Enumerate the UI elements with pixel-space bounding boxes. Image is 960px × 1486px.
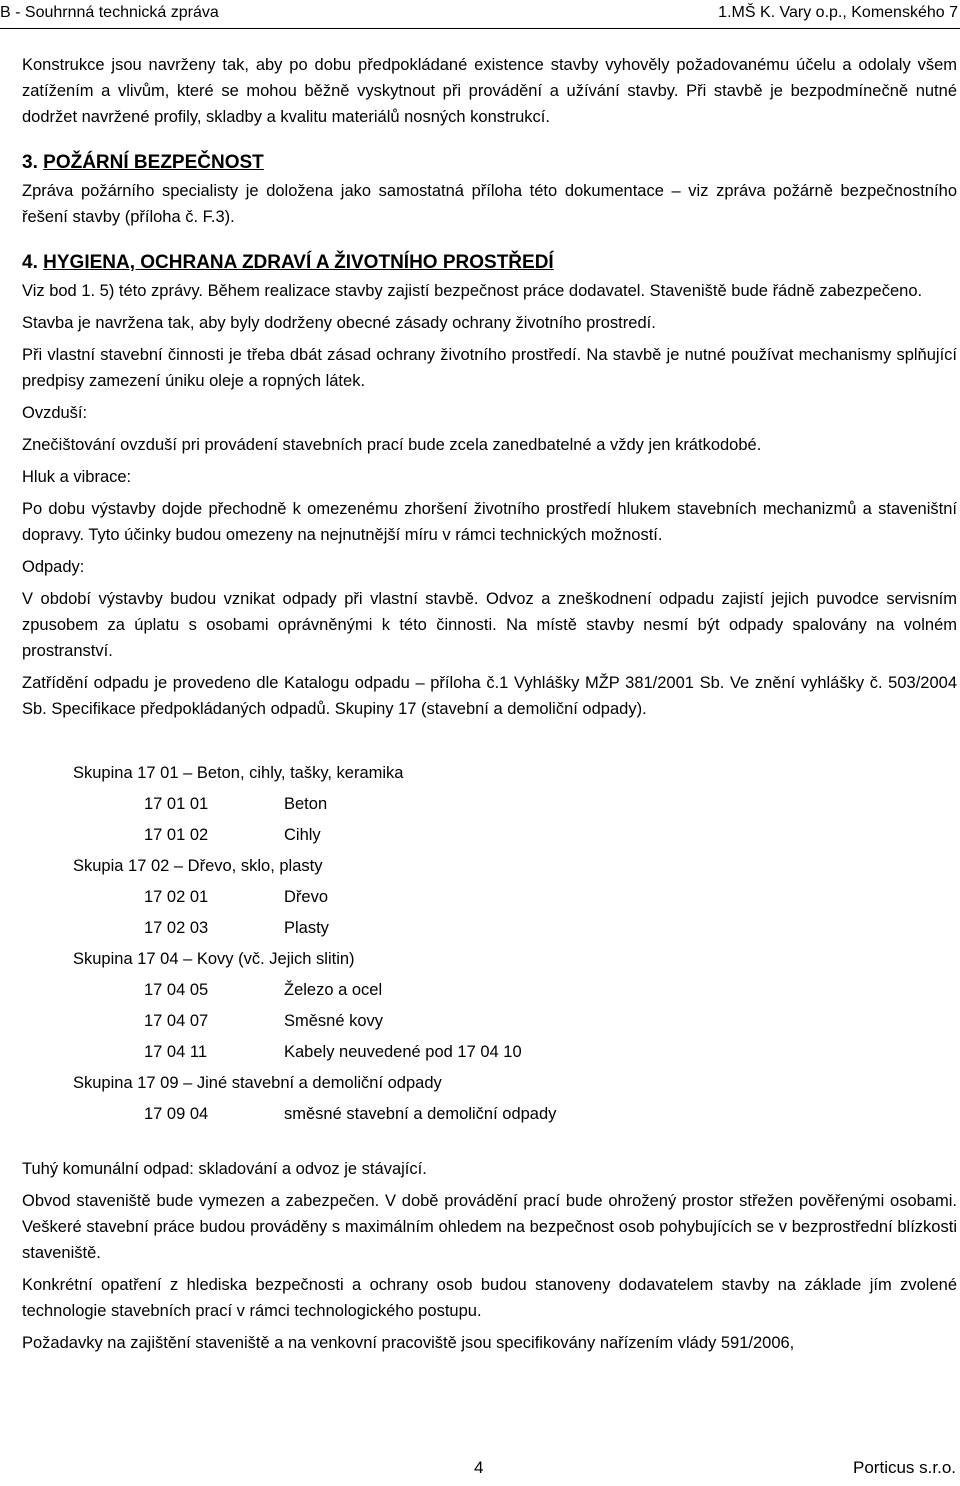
waste-paragraph: V období výstavby budou vznikat odpady při vlastní stavbě. Odvoz a zneškodnení odpadu zajistí jejich puvodce servisním zpusobem za úplatu s osobami oprávněnými k této činnosti. Na místě stavby nesmí být odpady spalovány na volném prostranství. xyxy=(22,590,957,660)
document-body xyxy=(22,52,957,1356)
section-4-paragraph-1: Viz bod 1. 5) této zprávy. Během realizace stavby zajistí bezpečnost práce dodavatel. Staveniště bude řádně zabezpečeno. xyxy=(22,282,923,300)
waste-group-title: Skupia 17 02 – Dřevo, sklo, plasty xyxy=(73,857,323,875)
header-divider xyxy=(0,28,960,29)
municipal-waste-paragraph: Tuhý komunální odpad: skladování a odvoz je stávající. xyxy=(22,1160,427,1178)
requirements-paragraph: Požadavky na zajištění staveniště a na venkovní pracoviště jsou specifikovány nařízením vlády 591/2006, xyxy=(22,1334,795,1352)
waste-code: 17 09 04 xyxy=(144,1105,209,1123)
page-footer xyxy=(0,1458,960,1484)
waste-code: 17 04 05 xyxy=(144,981,209,999)
intro-paragraph: Konstrukce jsou navrženy tak, aby po dobu předpokládané existence stavby vyhověly požadovanému účelu a odolaly všem zatížením a vlivům, které se mohou běžně vyskytnout při provádění a užívání stavby. Při stavbě je bezpodmínečně nutné dodržet navržené profily, skladby a kvalitu materiálů nosných konstrukcí. xyxy=(22,56,957,126)
waste-group-title: Skupina 17 04 – Kovy (vč. Jejich slitin) xyxy=(73,950,355,968)
page-number: 4 xyxy=(474,1458,484,1477)
waste-group-title: Skupina 17 09 – Jiné stavební a demoliční odpady xyxy=(73,1074,442,1092)
waste-group-title: Skupina 17 01 – Beton, cihly, tašky, keramika xyxy=(73,764,404,782)
waste-code: 17 01 02 xyxy=(144,826,209,844)
air-paragraph: Znečištování ovzduší pri provádení stavebních prací bude zcela zanedbatelné a vždy jen krátkodobé. xyxy=(22,436,762,454)
air-label: Ovzduší: xyxy=(22,404,88,422)
footer-company: Porticus s.r.o. xyxy=(853,1458,956,1477)
waste-label: Odpady: xyxy=(22,558,85,576)
waste-name: Dřevo xyxy=(284,888,329,906)
waste-code: 17 04 11 xyxy=(144,1043,208,1061)
waste-item xyxy=(73,1006,957,1037)
section-4-paragraph-3: Při vlastní stavební činnosti je třeba dbát zásad ochrany životního prostředí. Na stavbě je nutné používat mechanismy splňující predpisy zamezení úniku oleje a ropných látek. xyxy=(22,346,957,390)
waste-item xyxy=(73,820,957,851)
waste-classification-paragraph: Zatřídění odpadu je provedeno dle Katalogu odpadu – příloha č.1 Vyhlášky MŽP 381/2001 Sb. Ve znění vyhlášky č. 503/2004 Sb. Specifikace předpokládaných odpadů. Skupiny 17 (stavební a demoliční odpady). xyxy=(22,674,957,718)
waste-list xyxy=(73,758,957,1130)
noise-label: Hluk a vibrace: xyxy=(22,468,132,486)
noise-paragraph: Po dobu výstavby dojde přechodně k omezenému zhoršení životního prostředí hlukem stavebních mechanizmů a staveništní dopravy. Tyto účinky budou omezeny na nejnutnější míru v rámci technických možností. xyxy=(22,500,957,544)
section-4-heading xyxy=(22,248,957,278)
waste-item xyxy=(73,882,957,913)
waste-name: Cihly xyxy=(284,826,321,844)
waste-item xyxy=(73,913,957,944)
waste-item xyxy=(73,1037,957,1068)
page-header xyxy=(0,4,960,26)
section-3-title: POŽÁRNÍ BEZPEČNOST xyxy=(43,152,264,173)
waste-item xyxy=(73,789,957,820)
section-4-number: 4. xyxy=(22,252,38,273)
safety-measures-paragraph: Konkrétní opatření z hlediska bezpečnosti a ochrany osob budou stanoveny dodavatelem stavby na základe jím zvolené technologie stavebních prací v rámci technologického postupu. xyxy=(22,1276,957,1320)
waste-name: Kabely neuvedené pod 17 04 10 xyxy=(284,1043,522,1061)
section-3-heading xyxy=(22,148,957,178)
waste-name: Plasty xyxy=(284,919,329,937)
section-4-paragraph-2: Stavba je navržena tak, aby byly dodrženy obecné zásady ochrany životního prostredí. xyxy=(22,314,656,332)
header-document-title: B - Souhrnná technická zpráva xyxy=(0,4,219,21)
section-3-paragraph: Zpráva požárního specialisty je doložena jako samostatná příloha této dokumentace – viz zpráva požárně bezpečnostního řešení stavby (příloha č. F.3). xyxy=(22,182,957,226)
header-project-name: 1.MŠ K. Vary o.p., Komenského 7 xyxy=(718,4,958,21)
waste-item xyxy=(73,975,957,1006)
section-4-title: HYGIENA, OCHRANA ZDRAVÍ A ŽIVOTNÍHO PROSTŘEDÍ xyxy=(43,252,554,273)
waste-code: 17 02 03 xyxy=(144,919,209,937)
section-3-number: 3. xyxy=(22,152,38,173)
waste-code: 17 04 07 xyxy=(144,1012,209,1030)
site-security-paragraph: Obvod staveniště bude vymezen a zabezpečen. V době provádění prací bude ohrožený prostor střežen pověřenými osobami. Veškeré stavební práce budou prováděny s maximálním ohledem na bezpečnost osob pohybujících se v bezprostřední blízkosti staveniště. xyxy=(22,1192,957,1262)
waste-name: Železo a ocel xyxy=(284,981,383,999)
waste-item xyxy=(73,1099,957,1130)
waste-name: Směsné kovy xyxy=(284,1012,384,1030)
waste-name: Beton xyxy=(284,795,328,813)
waste-code: 17 01 01 xyxy=(144,795,209,813)
waste-name: směsné stavební a demoliční odpady xyxy=(284,1105,557,1123)
waste-code: 17 02 01 xyxy=(144,888,209,906)
